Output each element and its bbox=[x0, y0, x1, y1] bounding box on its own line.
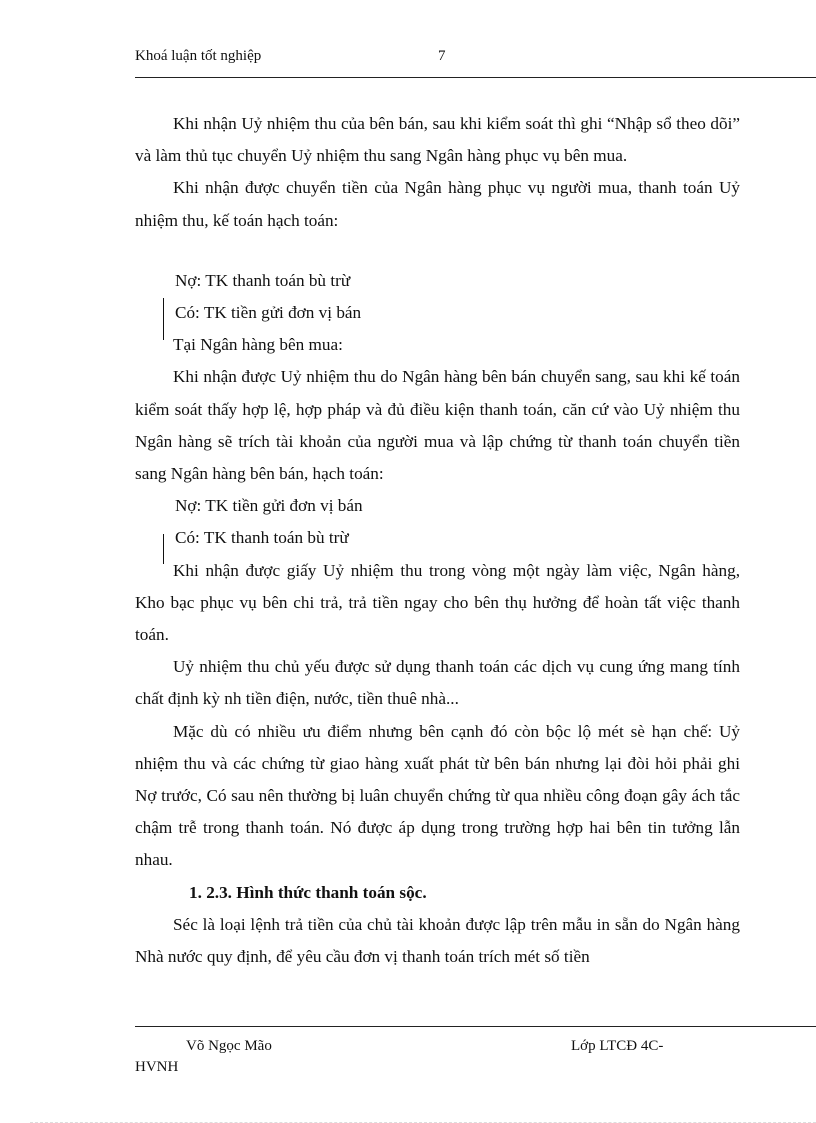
entry-bracket bbox=[163, 534, 164, 564]
spacer bbox=[135, 237, 740, 265]
paragraph: Khi nhận được chuyển tiền của Ngân hàng phục vụ người mua, thanh toán Uỷ nhiệm thu, kế toán hạch toán: bbox=[135, 178, 740, 230]
journal-entry-debit: Nợ: TK thanh toán bù trừ bbox=[175, 270, 351, 290]
paragraph: Mặc dù có nhiều ưu điểm nhưng bên cạnh đó còn bộc lộ mét sè hạn chế: Uỷ nhiệm thu và các chứng từ giao hàng xuất phát từ bên bán nhưng lại đòi hỏi phải ghi Nợ trước, Có sau nên thường bị luân chuyển chứng từ qua nhiều công đoạn gây ách tắc chậm trễ trong thanh toán. Nó được áp dụng trong trường hợp hai bên tin tưởng lẫn nhau. bbox=[135, 721, 740, 870]
paragraph: Khi nhận được giấy Uỷ nhiệm thu trong vòng một ngày làm việc, Ngân hàng, Kho bạc phục vụ bên chi trả, trả tiền ngay cho bên thụ hưởng để hoàn tất việc thanh toán. bbox=[135, 560, 740, 645]
section-heading: 1. 2.3. Hình thức thanh toán sộc. bbox=[189, 882, 427, 902]
paragraph: Khi nhận Uỷ nhiệm thu của bên bán, sau khi kiểm soát thì ghi “Nhập sổ theo dõi” và làm thủ tục chuyển Uỷ nhiệm thu sang Ngân hàng phục vụ bên mua. bbox=[135, 114, 740, 166]
entry-bracket bbox=[163, 298, 164, 340]
paragraph: Tại Ngân hàng bên mua: bbox=[173, 335, 343, 355]
footer-author: Võ Ngọc Mão bbox=[186, 1038, 272, 1054]
footer-class: Lớp LTCĐ 4C- bbox=[571, 1038, 664, 1054]
paragraph: Séc là loại lệnh trả tiền của chủ tài khoản được lập trên mẫu in sẵn do Ngân hàng Nhà nước quy định, để yêu cầu đơn vị thanh toán trích mét số tiền bbox=[135, 914, 740, 967]
header-title: Khoá luận tốt nghiệp bbox=[135, 48, 262, 64]
paragraph: Uỷ nhiệm thu chủ yếu được sử dụng thanh toán các dịch vụ cung ứng mang tính chất định kỳ nh tiền điện, nước, tiền thuê nhà... bbox=[135, 657, 740, 709]
journal-entry-credit: Có: TK tiền gửi đơn vị bán bbox=[175, 303, 362, 323]
header-rule bbox=[135, 77, 816, 78]
journal-entry-debit: Nợ: TK tiền gửi đơn vị bán bbox=[175, 496, 363, 516]
journal-entry-credit: Có: TK thanh toán bù trừ bbox=[175, 528, 349, 548]
paragraph: Khi nhận được Uỷ nhiệm thu do Ngân hàng bên bán chuyển sang, sau khi kế toán kiểm soát thấy hợp lệ, hợp pháp và đủ điều kiện thanh toán, căn cứ vào Uỷ nhiệm thu Ngân hàng sẽ trích tài khoản của người mua và lập chứng từ thanh toán chuyển tiền sang Ngân hàng bên bán, hạch toán: bbox=[135, 367, 740, 484]
page-number: 7 bbox=[438, 48, 446, 64]
document-body bbox=[135, 108, 740, 973]
footer-class-continued: HVNH bbox=[135, 1059, 179, 1075]
footer-rule bbox=[135, 1026, 816, 1027]
